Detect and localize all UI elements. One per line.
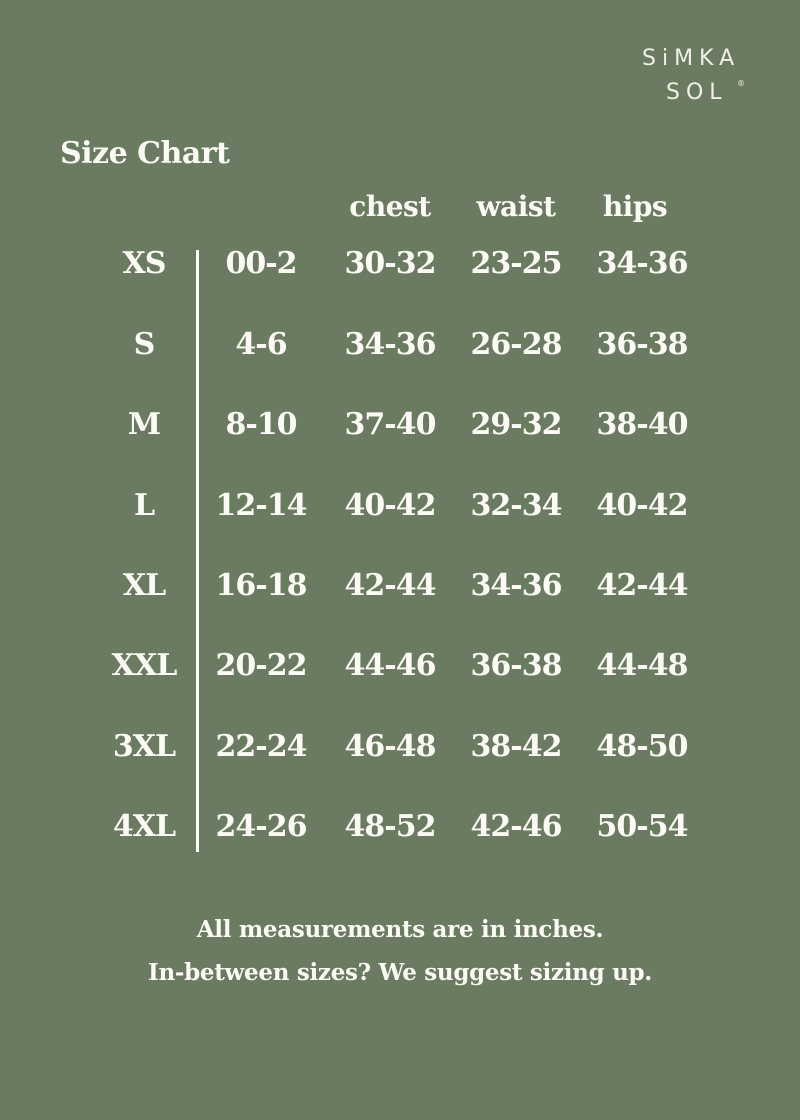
chest-value: 46-48 (344, 729, 436, 764)
numeric-size: 00-2 (225, 246, 297, 281)
waist-value: 34-36 (470, 568, 562, 603)
size-label: XS (122, 246, 166, 281)
column-header-waist: waist (476, 190, 556, 223)
numeric-size: 4-6 (235, 327, 287, 362)
sizing-advice-note: In-between sizes? We suggest sizing up. (147, 959, 653, 986)
chest-value: 48-52 (344, 809, 436, 844)
brand-logo-line1: SiMKA (642, 46, 741, 71)
size-label: XXL (111, 648, 177, 683)
hips-value: 34-36 (596, 246, 688, 281)
table-row (0, 727, 800, 767)
hips-value: 50-54 (596, 809, 688, 844)
hips-value: 38-40 (596, 407, 688, 442)
numeric-size: 8-10 (225, 407, 297, 442)
numeric-size: 12-14 (215, 488, 307, 523)
brand-logo-line2: SOL (666, 80, 728, 105)
waist-value: 29-32 (470, 407, 562, 442)
column-header-hips: hips (602, 190, 668, 223)
chest-value: 30-32 (344, 246, 436, 281)
waist-value: 42-46 (470, 809, 562, 844)
size-label: 4XL (112, 809, 176, 844)
chest-value: 34-36 (344, 327, 436, 362)
units-note: All measurements are in inches. (196, 916, 604, 943)
hips-value: 44-48 (596, 648, 688, 683)
chest-value: 37-40 (344, 407, 436, 442)
waist-value: 36-38 (470, 648, 562, 683)
table-row (0, 486, 800, 526)
waist-value: 23-25 (470, 246, 562, 281)
table-row (0, 405, 800, 445)
chest-value: 44-46 (344, 648, 436, 683)
size-label: L (133, 488, 155, 523)
table-row (0, 646, 800, 686)
page-title: Size Chart (60, 136, 230, 171)
size-label: 3XL (112, 729, 176, 764)
registered-mark: ® (737, 79, 745, 88)
size-label: S (133, 327, 155, 362)
hips-value: 42-44 (596, 568, 688, 603)
waist-value: 26-28 (470, 327, 562, 362)
numeric-size: 20-22 (215, 648, 307, 683)
hips-value: 40-42 (596, 488, 688, 523)
chest-value: 40-42 (344, 488, 436, 523)
table-row (0, 325, 800, 365)
hips-value: 48-50 (596, 729, 688, 764)
size-label: XL (122, 568, 166, 603)
table-row (0, 807, 800, 847)
waist-value: 38-42 (470, 729, 562, 764)
size-label: M (127, 407, 161, 442)
chest-value: 42-44 (344, 568, 436, 603)
numeric-size: 24-26 (215, 809, 307, 844)
column-header-chest: chest (349, 190, 431, 223)
waist-value: 32-34 (470, 488, 562, 523)
numeric-size: 16-18 (215, 568, 307, 603)
hips-value: 36-38 (596, 327, 688, 362)
table-row (0, 566, 800, 606)
numeric-size: 22-24 (215, 729, 307, 764)
table-row (0, 244, 800, 284)
